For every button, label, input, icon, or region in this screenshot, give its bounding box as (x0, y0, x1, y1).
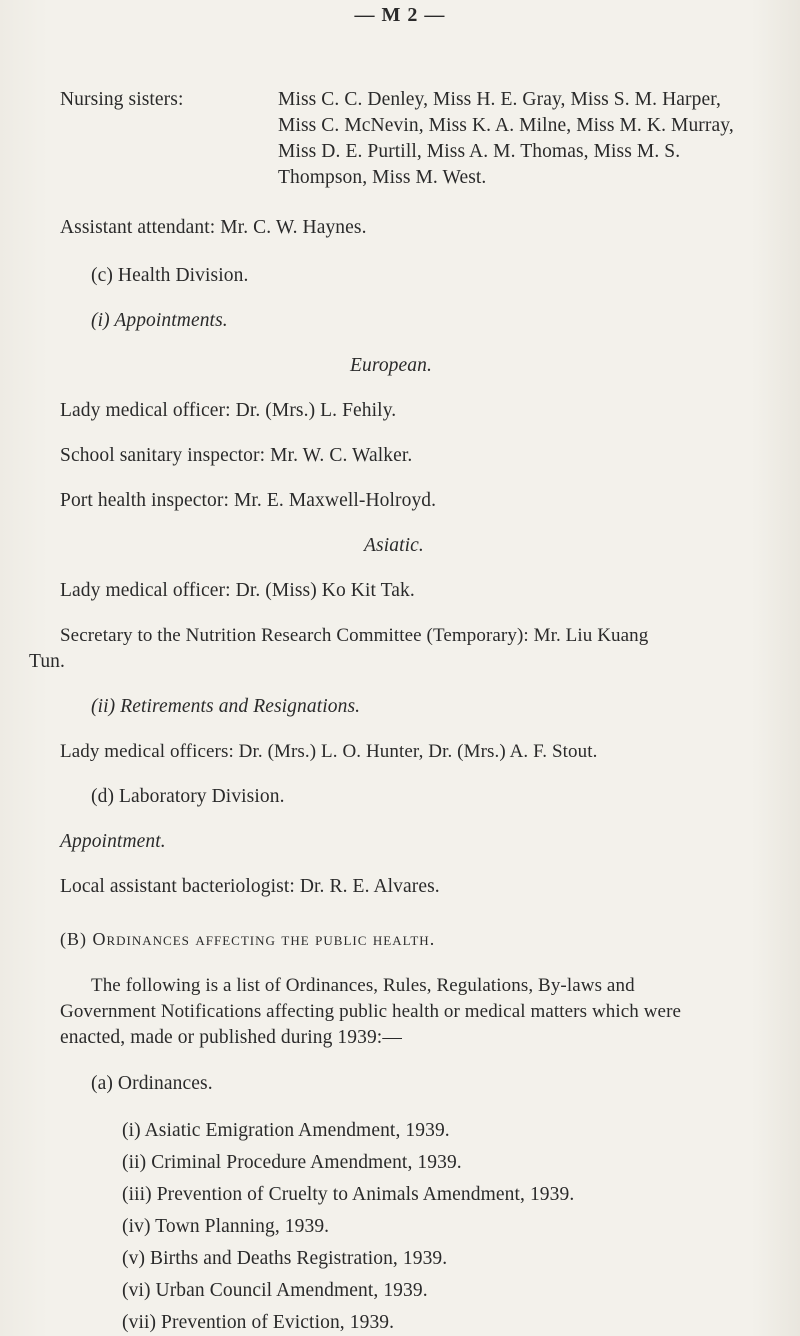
assistant-attendant: Assistant attendant: Mr. C. W. Haynes. (60, 217, 367, 238)
local-assistant-bacteriologist: Local assistant bacteriologist: Dr. R. E. Alvares. (60, 876, 440, 897)
health-division-heading: (c) Health Division. (91, 265, 249, 286)
laboratory-heading: (d) Laboratory Division. (91, 786, 285, 807)
secretary-line-1: Secretary to the Nutrition Research Committee (Temporary): Mr. Liu Kuang (60, 625, 649, 646)
nursing-line-1: Miss C. C. Denley, Miss H. E. Gray, Miss S. M. Harper, (278, 89, 721, 110)
ordinance-item-7: (vii) Prevention of Eviction, 1939. (122, 1312, 395, 1333)
laboratory-appointment: Appointment. (60, 831, 166, 852)
retired-officers: Lady medical officers: Dr. (Mrs.) L. O. Hunter, Dr. (Mrs.) A. F. Stout. (60, 741, 598, 762)
ordinances-subheading: (a) Ordinances. (91, 1073, 213, 1094)
school-sanitary-inspector: School sanitary inspector: Mr. W. C. Walker. (60, 445, 413, 466)
nursing-label: Nursing sisters: (60, 89, 184, 110)
ordinance-item-4: (iv) Town Planning, 1939. (122, 1216, 330, 1237)
secretary-line-2: Tun. (29, 651, 66, 672)
ordinances-intro-3: enacted, made or published during 1939:— (60, 1027, 402, 1048)
port-health-inspector: Port health inspector: Mr. E. Maxwell-Holroyd. (60, 490, 437, 511)
lady-medical-officer: Lady medical officer: Dr. (Mrs.) L. Fehily. (60, 400, 397, 421)
lady-medical-officer-asiatic: Lady medical officer: Dr. (Miss) Ko Kit Tak. (60, 580, 415, 601)
ordinance-item-1: (i) Asiatic Emigration Amendment, 1939. (122, 1120, 450, 1141)
nursing-line-4: Thompson, Miss M. West. (278, 167, 487, 188)
nursing-line-3: Miss D. E. Purtill, Miss A. M. Thomas, Miss M. S. (278, 141, 681, 162)
asiatic-heading: Asiatic. (364, 535, 424, 556)
ordinance-item-3: (iii) Prevention of Cruelty to Animals Amendment, 1939. (122, 1184, 575, 1205)
ordinance-item-5: (v) Births and Deaths Registration, 1939. (122, 1248, 448, 1269)
page-header: — M 2 — (354, 4, 446, 26)
ordinances-heading: (B) Ordinances affecting the public health. (60, 929, 436, 949)
european-heading: European. (350, 355, 432, 376)
nursing-line-2: Miss C. McNevin, Miss K. A. Milne, Miss M. K. Murray, (278, 115, 734, 136)
ordinances-intro-2: Government Notifications affecting public health or medical matters which were (60, 1001, 682, 1022)
retirements-heading: (ii) Retirements and Resignations. (91, 696, 361, 717)
ordinance-item-2: (ii) Criminal Procedure Amendment, 1939. (122, 1152, 462, 1173)
appointments-heading: (i) Appointments. (91, 310, 228, 331)
ordinances-intro-1: The following is a list of Ordinances, Rules, Regulations, By-laws and (91, 975, 635, 996)
ordinance-item-6: (vi) Urban Council Amendment, 1939. (122, 1280, 428, 1301)
